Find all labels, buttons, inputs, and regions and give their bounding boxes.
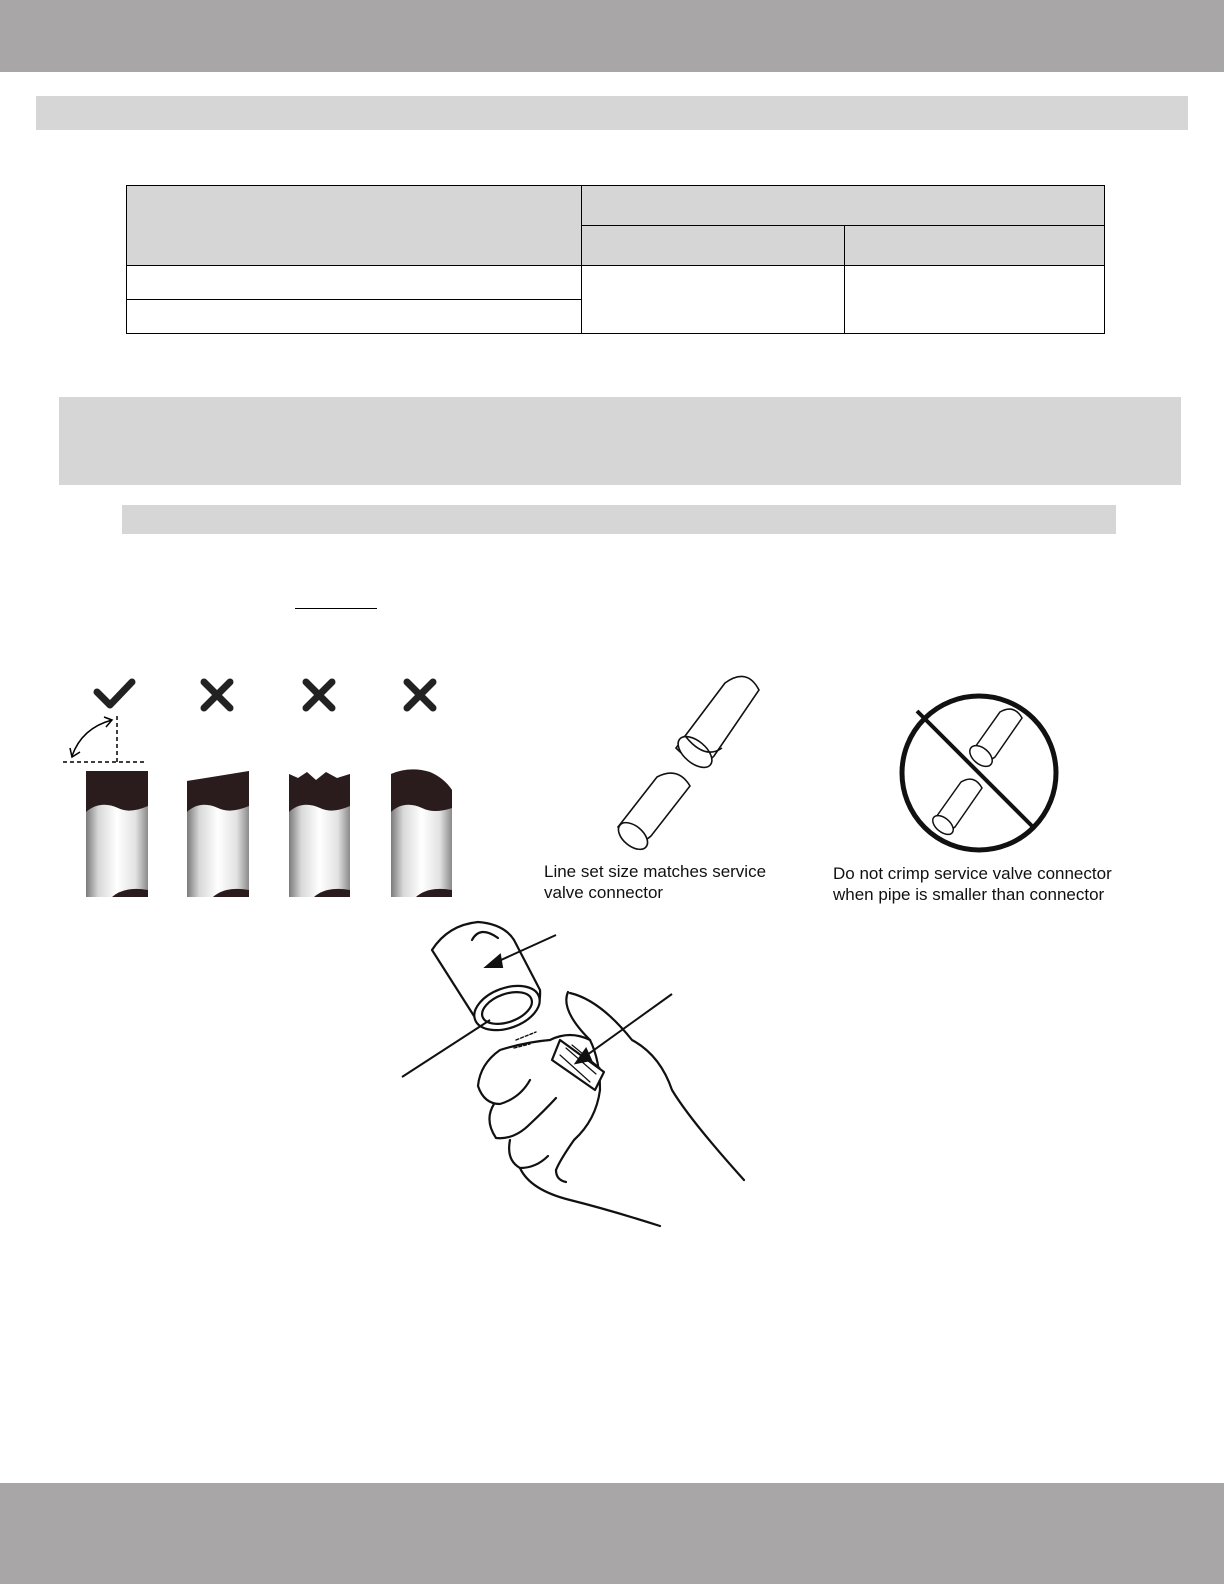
matching-pipe-figure: [614, 676, 759, 854]
x-icon: [204, 682, 230, 708]
x-icon: [306, 682, 332, 708]
pipe-deformed-cut: [391, 769, 452, 897]
x-icon: [407, 682, 433, 708]
pipe-square-cut: [86, 771, 148, 897]
match-caption: Line set size matches service valve connector: [544, 862, 767, 902]
no-crimp-figure: [902, 696, 1056, 850]
crimp-caption: Do not crimp service valve connector when pipe is smaller than connector: [833, 864, 1112, 904]
check-icon: [97, 682, 132, 705]
footer-band: [0, 1483, 1224, 1584]
hand-pipe-illustration: [432, 922, 744, 1226]
pipe-jagged-cut: [289, 772, 350, 897]
angle-indicator: [63, 716, 146, 762]
pipe-angled-cut: [187, 771, 249, 897]
